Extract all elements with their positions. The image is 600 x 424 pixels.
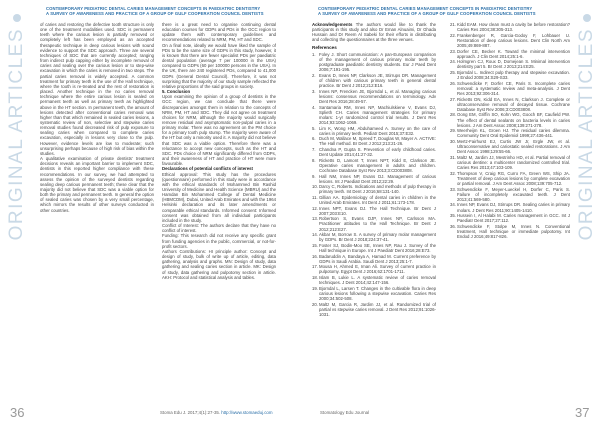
reference-number: 3. [312,88,316,94]
side-label-text: ORIGINAL ARTICLES [576,28,597,241]
reference-item [312,89,436,104]
reference-number: 34. [450,202,456,208]
section-heading-conflicts: Declarations of potential conflicts of interest [162,166,253,172]
reference-text: Bjorndal L. Indirect pulp therapy and stepwise excavation. J Endod 2008;34:S29-S33. [457,69,570,81]
side-label-text: ORIGINAL ARTICLES [6,28,27,241]
reference-item [312,302,436,317]
reference-item [312,147,436,157]
right-column-1 [312,22,436,317]
reference-text: Schwendicke F, Dorfer CE, Paris S. Incomplete caries removal: a systematic review and meta-analysis. J Dent Res 2013;92:306-314. [457,80,570,96]
reference-text: Mousa H, Ahmed E, Iman Ali. Survey of current practice in pulpotomy. Egypt Dent J 2016;62:1701-1711. [319,264,436,275]
reference-text: Badaruddin A, Bandaya A, Hamad M. Current preference by GDPs in Saudi Arabia. Saudi Dent J 2013;25:1-7. [319,253,436,264]
reference-text: Dorfer CE, Becker K. Toward the minimal intervention approach. J Clin Dent 2014;25:1-6. [457,48,570,59]
body-paragraph: A qualitative examination of private dentists' treatment decisions reveals an important barrier to implement SDC, dentists in this reported higher compliance with these recommendations. In our survey, we had attempted to assess the opinion of the surveyed dentists regarding sealing deep carious permanent teeth; these clear that the majority did not believe that SDC was a viable option for both the primary and permanent teeth. In general the option of sealed caries was chosen by a very small percentage, which mirrors the results of other surveys conducted in other countries. [40,156,154,213]
footer-left [160,410,273,415]
journal-url[interactable]: http://www.stomaeduj.com [221,410,273,415]
reference-item [450,33,570,48]
reference-text: Islam B, Lukie L. A systematic review of caries removal techniques. J Dent 2014;42:147-156. [319,274,436,286]
reference-text: Bjorndal L, Larsen T. Changes in the cultivable flora in deep carious lesions following a stepwise excavation. Caries Res 2000;34:502-508. [319,285,436,301]
reference-text: Kidd EAM. How clean must a cavity be before restoration? Caries Res 2004;38:305-313. [457,22,570,33]
reference-item [312,243,436,253]
reference-number: 20. [312,301,318,307]
reference-number: 18. [312,274,318,280]
right-page [300,0,600,424]
reference-number: 22. [450,32,456,38]
reference-text: Maltz M, Jardim JJ, Mestrinho HD, et al. Partial removal of carious dentine: a multicenter randomized controlled trial. Caries Res 2013;47:103-109. [457,154,570,171]
side-label [6,14,28,274]
reference-item [450,224,570,239]
reference-text: Gillian AA. Epidemiology of dental caries in children in the United Arab Emirates. Int Dent J 2011;61:173-178. [319,194,436,206]
reference-number: 32. [450,170,456,176]
left-column-1 [40,22,154,213]
reference-number: 29. [450,128,456,134]
references-list-right [450,22,570,239]
reference-number: 12. [312,205,318,211]
reference-number: 5. [312,125,316,131]
side-label-right [576,14,598,274]
page-number-left: 36 [10,405,25,420]
reference-text: Thompson V, Craig RG, Curro FA, Green WS, Ship JA. Treatment of deep carious lesions by complete excavation or partial removal. J Am Dent Assoc 2008;139:705-712. [457,170,570,186]
conclusion-paragraph: Upon examining the opinion of a group of dentists in the GCC region, we can conclude that there were discrepancies amongst them in relation to the concepts of NRM, PM, HT and SDC. They did not agree on treatment choices for NRM, although the majority would surgically remove residual and asymptomatic non-pulpal caries in a primary molar. There was no agreement on the PM choice for a primary tooth pulp stump. The majority were aware of the HT but only a minority used it. A majority did not believe that SDC was a viable option. Therefore there was a reluctance to accept new concepts, such as the HT and SDC. PDs choice of NRM significantly differed from GDPs, and their awareness of HT and practice of HT were more favourable. [162,94,276,167]
reference-item [450,59,570,69]
reference-number: 11. [312,194,318,200]
reference-item [312,52,436,73]
reference-text: Santamaria RM, Innes NP, Machiulskiene V, Evans DJ, Splieth CH. Caries management strategies for primary molars: 1-yr randomized control trial results. J Dent Res 2014;93:1062-1069. [319,104,436,125]
reference-number: 10. [312,184,318,190]
reference-text: Schwendicke F, Stolpe M, Innes N. Conventional treatment, Hall technique or immediate pulpotomy. Int Endod J 2016;49:817-826. [457,223,570,240]
reference-number: 6. [312,136,316,142]
funding-paragraph: Funding: This research did not receive any specific grant from funding agencies in the public, commercial, or not-for-profit sectors. [162,233,276,249]
reference-item [450,70,570,80]
reference-text: Holmgren CJ, Roux D, Domejean S. Minimal intervention dentistry part 5. Br Dent J 2013;214:E25. [457,59,570,70]
reference-text: Darcy C, Roberts. Indications and methods of pulp therapy in primary teeth. Int Dent J 2016;68:131-140. [319,184,436,195]
reference-item [312,158,436,173]
reference-number: 16. [312,253,318,259]
reference-number: 1. [312,51,316,57]
reference-text: Hall NM, Innes NP, Evans DJ. Management of carious lesions. Int J Paediatr Dent 2012;22:29. [319,173,436,184]
reference-number: 14. [312,232,318,238]
header-line-1: CONTEMPORARY PEDIATRIC DENTAL CARIES MANAGEMENT CONCEPTS IN PAEDIATRIC DENTISTRY [318,6,533,11]
reference-item [450,187,570,202]
reference-item [312,195,436,205]
reference-number: 28. [450,112,456,118]
reference-number: 35. [450,213,456,219]
reference-number: 15. [312,242,318,248]
reference-text: Innes NP, Frencken JE, Bjorndal L, et al. Managing carious lesions: consensus recommendations on terminology. Adv Dent Res 2016;28:49-57. [319,88,436,104]
footer-right: Stomatology Edu Journal [320,410,370,415]
reference-number: 2. [312,72,316,78]
reference-number: 9. [312,173,316,179]
header-line-2: A SURVEY OF AWARENESS AND PRACTICE OF A GROUP OF GULF COOPERATION COUNCIL DENTISTS [318,11,536,16]
reference-text: Foley J. Short communication: A pan-European comparison of the management of carious primary molar teeth by postgraduate paediatric dentistry students. Eur J Paed Dent 2006;7:191-195. [319,51,436,73]
reference-number: 7. [312,146,316,152]
reference-text: Weerheijm KL, Groen HJ. The residual caries dilemma. Community Dent Oral Epidemiol 1999;27:436-441. [457,128,570,139]
reference-item [312,275,436,285]
reference-item [312,136,436,146]
reference-item [450,22,570,32]
reference-item [450,155,570,170]
reference-text: Oong EM, Griffin SO, Kohn WG, Gooch BF, Caufield PW. The effect of dental sealants on bacteria levels in caries lesions. J Am Dent Assoc 2008;139:271-278. [457,112,570,128]
reference-item [312,174,436,184]
reference-number: 23. [450,48,456,54]
section-heading-ack: Acknowledgements [312,22,353,27]
reference-text: Duch M, Wallace M, Spreed T, Douglas W, Mayer A. ACTIVE: The Hall method. Br Dent J 2012;213:21-26. [319,136,436,147]
reference-text: Innes NPT, Evans DJ. The Hall Technique. Br Dent J 2007;203:E10. [319,205,436,216]
reference-text: Mertz-Fairhurst EJ, Curtis JW Jr, Ergle JW, et al. Ultraconservative and cariostatic sealed restorations. J Am Dent Assoc 1998;129:55-66. [457,138,570,155]
reference-text: Ricketts DN, Kidd EA, Innes N, Clarkson J. Complete or ultraconservative removal of decayed tissue. Cochrane Database Syst Rev 2006;3:CD003808. [457,96,570,112]
reference-number: 19. [312,285,318,291]
reference-item [312,254,436,264]
reference-number: 27. [450,96,456,102]
reference-item [450,49,570,59]
reference-number: 13. [312,216,318,222]
reference-text: Chandna P, Gupta S. Prevention of early childhood caries. Dent Update 2014;41:27-32. [319,146,436,158]
reference-text: Innes NP, Evans DJ, Stirrups DR. Sealing caries in primary molars. J Dent Res 2011;90:1405-1410. [457,202,570,213]
ack-paragraph: The authors would like to thank the participants in this study and also Dr Eman Alnuaimi, Dr Ghada Hussain and Dr Reem Al Sabeki for their efforts in distributing and collecting the questionnaires at the three venues. [312,22,436,43]
reference-item [450,139,570,154]
reference-item [312,184,436,194]
reference-text: Schwendicke F, Meyer-Lueckel H, Dorfer C, Paris S. Failure of incompletely excavated teeth. J Dent 2013;41:569-580. [457,186,570,202]
references-heading: References [312,44,337,50]
reference-text: Frankenberger R, Garcia-Godoy F, Lohbauer U. Restoration of deep carious lesions. Dent Clin North Am 2005;49:869-887. [457,32,570,49]
reference-item [450,202,570,212]
coi-paragraph: Conflict of Interest: The authors declare that they have no conflict of interest. [162,223,276,234]
reference-number: 33. [450,186,456,192]
body-paragraph: there is a great need to organise continuing dental education courses for GDPs and PDs in the GCC region to update them with contemporary guidelines and recommendations related to NRM, PM, HT and SDC. [162,22,276,43]
running-header [318,6,548,16]
reference-item [312,206,436,216]
running-header [46,6,276,16]
reference-text: Akbar M, Borrow S. A survey of primary molar management by GDPs. Br Dent J 2018;224:37-41. [319,232,436,243]
reference-number: 25. [450,69,456,75]
reference-item [312,264,436,274]
journal-citation: Stoma Edu J. 2017;4(1):27-35. [160,410,221,415]
reference-item [312,286,436,301]
reference-text: Hussein I, Al Halabi M. Caries management in GCC. Int J Paediatr Dent 2017;27:112. [457,213,570,224]
right-column-2 [450,22,570,240]
contributions-paragraph: Authors Contributions: HI principle author: Concept and design of study, bulk of write up of article, editing, data gathering, analysis and graphs. MN: Design of study, data gathering and sealing caries section in article. MK: Design of study, data gathering and pulpotomy section in article. AKH: Protocol and statistical analysis and tables. [162,248,276,280]
reference-text: Robertson S, Evans DJP, Innes NP, Carlsson MA. Practitioner attitudes to the Hall Technique. Br Dent J 2012;212:E27. [319,216,436,232]
reference-text: Foster SJ, Bodin-Moo SE, Innes NP, Rau J. Survey of the Hall technique in Europe. Int J Paediatr Dent 2016;28:E73. [319,242,436,254]
reference-number: 30. [450,138,456,144]
reference-number: 21. [450,22,456,27]
references-list-left [312,52,436,317]
reference-number: 26. [450,80,456,86]
side-dot [583,14,591,22]
header-line-2: A SURVEY OF AWARENESS AND PRACTICE OF A GROUP OF GULF COOPERATION COUNCIL DENTISTS [46,11,264,16]
reference-item [450,128,570,138]
section-heading-conclusion: 5. Conclusion [162,89,191,95]
reference-number: 8. [312,157,316,163]
reference-item [312,216,436,231]
reference-text: Ricketts D, Lamont T, Innes NPT, Kidd E, Clarkson JE. Operative caries management in adults and children. Cochrane Database Syst Rev 2013;3:CD003808. [319,157,436,173]
reference-item [450,97,570,112]
header-line-1: CONTEMPORARY PEDIATRIC DENTAL CARIES MANAGEMENT CONCEPTS IN PAEDIATRIC DENTISTRY [46,6,261,11]
ethical-paragraph: Ethical approval: This study has the procedures (questionnaire) performed in this study were in accordance with the ethical standards of Mohammed Bin Rashid University of Medicine and Health Science (MBRU) and the Hamdan Bin Mohammed College of Dental Medicine (HBMCDM), Dubai, United Arab Emirates and with the 1964 Helsinki declaration and its later amendments or comparable ethical standards. Informed consent: Informed consent was obtained from all individual participants included in the study. [162,171,276,223]
reference-item [312,73,436,88]
reference-item [312,105,436,126]
reference-number: 31. [450,154,456,160]
reference-text: Lim K, Wong HM, Abduhameed A. Survey on the care of caries in primary teeth. Pediatr Dent 2015;37:E32. [319,125,436,136]
page-number-right: 37 [575,405,590,420]
reference-item [450,213,570,223]
reference-number: 24. [450,59,456,65]
reference-text: Maltz M, Garcia R, Jardim JJ, et al. Randomized trial of partial vs stepwise caries removal. J Dent Res 2012;91:1026-1031. [319,301,436,317]
reference-item [312,232,436,242]
reference-item [312,126,436,136]
reference-number: 4. [312,104,316,110]
side-dot [13,14,21,22]
reference-item [450,112,570,127]
reference-item [450,81,570,96]
reference-number: 17. [312,264,318,270]
reference-text: Evans D, Innes NP, Clarkson JE, Stirrups DR. Management of children with carious primary teeth in general dental practice. Br Dent J 2012;212:E16. [319,72,436,89]
body-paragraph: of caries and restoring the defective tooth structure is only one of the treatment modalities used. SDC is permanent teeth where the carious lesion is partially removed or completely left has been employed as an accepted therapeutic technique in deep carious lesions with sound evidence to support the SDC approach. Three are several techniques of SDC that are currently accepted; ranging from indirect pulp capping either by incomplete removal of caries and sealing over the carious lesion or to step-wise excavation in which the caries is removed in two steps. The partial caries removal is widely accepted. A common treatment for primary teeth is the use of the Hall technique, where the tooth is re-treated and the rest of restoration is placed. Another technique in the no caries removal technique where the entire carious lesion is sealed on permanent teeth as well as primary teeth as highlighted above in the HT section. In permanent teeth, the amount of lesions detected after conventional caries removal was higher than that which remained in sealed caries lesions, a systematic review of non, selective and stepwise caries removal studies found decreased risk of pulp exposure to sealing caries when compared to complete caries excavation, especially in lesions very close to the pulp. However, evidence levels are low to moderate; such unsurprising perhaps because of high risk of bias within the studies. [40,22,154,156]
left-column-2 [162,22,276,280]
reference-number: 36. [450,223,456,229]
reference-item [450,171,570,186]
body-paragraph: On a final note, ideally we would have liked the sample of PDs to be the same size of GDPs in this study, however, it is known that there are fewer specialist PDs per paediatric dental population (average 7 per 100000 in the USA) compared to GDPs (60 per 100000 persons in the USA). In the UK, there are 240 registered PDs, compared to 41,000 GDPs (General Dental Council). Therefore, it was not surprising that the majority of our study sample reflected the relative proportions of the said groups in society. [162,42,276,89]
